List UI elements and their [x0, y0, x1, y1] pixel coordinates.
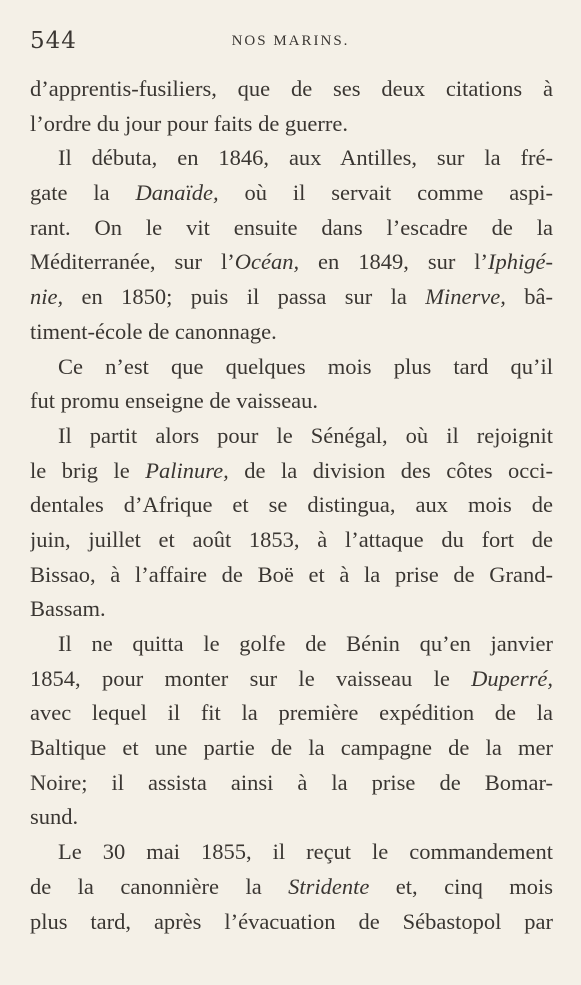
text-line	[30, 766, 553, 801]
text-line	[30, 384, 553, 419]
text-run: plus tard, après l’évacuation de Sébastopol par	[30, 908, 553, 934]
text-run: l’ordre du jour pour faits de guerre.	[30, 110, 349, 136]
text-line	[30, 454, 553, 489]
italic-text: Danaïde,	[135, 180, 219, 206]
text-run: fut promu enseigne de vaisseau.	[30, 388, 319, 414]
text-run: d’apprentis-fusiliers, que de ses deux citations à	[30, 76, 553, 101]
page-number: 544	[30, 28, 77, 54]
italic-text: Minerve,	[425, 284, 506, 310]
text-run: de la division des côtes occi-	[228, 457, 553, 483]
text-run: gate la	[30, 180, 136, 206]
text-run: Baltique et une partie de la campagne de la mer	[30, 735, 553, 761]
text-line	[30, 696, 553, 731]
text-line	[30, 627, 553, 662]
italic-text: nie,	[30, 284, 64, 310]
text-run: rant. On le vit ensuite dans l’escadre de la	[30, 214, 553, 240]
text-run: timent-école de canonnage.	[30, 318, 277, 344]
text-run: en 1850; puis il passa sur la	[63, 284, 426, 310]
text-line	[30, 280, 553, 315]
text-line	[30, 211, 553, 246]
text-line	[30, 315, 553, 350]
running-head	[30, 28, 551, 58]
text-run: Ce n’est que quelques mois plus tard qu’il	[58, 353, 553, 379]
text-run: le brig le	[30, 457, 146, 483]
text-run: 1854, pour monter sur le vaisseau le	[30, 665, 472, 691]
text-line	[30, 800, 553, 835]
italic-text: Stridente	[288, 873, 370, 899]
text-line	[30, 870, 553, 905]
text-run: Il débuta, en 1846, aux Antilles, sur la fré-	[58, 145, 553, 171]
italic-text: Palinure,	[145, 457, 229, 483]
text-run: de la canonnière la	[30, 873, 289, 899]
text-run: où il servait comme aspi-	[218, 180, 553, 206]
body-text	[30, 72, 553, 939]
text-line	[30, 731, 553, 766]
text-line	[30, 107, 553, 142]
italic-text: Océan,	[234, 249, 300, 275]
text-run: juin, juillet et août 1853, à l’attaque du fort de	[30, 526, 553, 552]
text-line	[30, 176, 553, 211]
text-run: Bassam.	[30, 596, 106, 622]
italic-text: Iphigé-	[488, 249, 553, 275]
text-line	[30, 523, 553, 558]
text-run: Il ne quitta le golfe de Bénin qu’en janvier	[58, 631, 553, 656]
text-run: avec lequel il fit la première expédition de la	[30, 700, 553, 726]
text-run: Méditerranée, sur l’	[30, 249, 235, 275]
text-line	[30, 245, 553, 280]
text-run: Bissao, à l’affaire de Boë et à la prise de Grand-	[30, 561, 553, 587]
text-run: sund.	[30, 804, 79, 830]
text-run: en 1849, sur l’	[299, 249, 489, 275]
running-title: NOS MARINS.	[231, 33, 350, 49]
text-run: dentales d’Afrique et se distingua, aux mois de	[30, 492, 553, 518]
text-line	[30, 72, 553, 107]
text-run: Le 30 mai 1855, il reçut le commandement	[58, 839, 553, 865]
text-line	[30, 662, 553, 697]
text-line	[30, 835, 553, 870]
text-line	[30, 488, 553, 523]
text-run: bâ-	[505, 284, 553, 310]
text-line	[30, 905, 553, 940]
text-line	[30, 419, 553, 454]
italic-text: Duperré,	[471, 665, 553, 691]
text-line	[30, 592, 553, 627]
text-run: Il partit alors pour le Sénégal, où il rejoignit	[58, 422, 553, 448]
text-line	[30, 350, 553, 385]
text-line	[30, 558, 553, 593]
text-run: et, cinq mois	[369, 873, 553, 899]
text-line	[30, 141, 553, 176]
text-run: Noire; il assista ainsi à la prise de Bomar-	[30, 769, 553, 795]
